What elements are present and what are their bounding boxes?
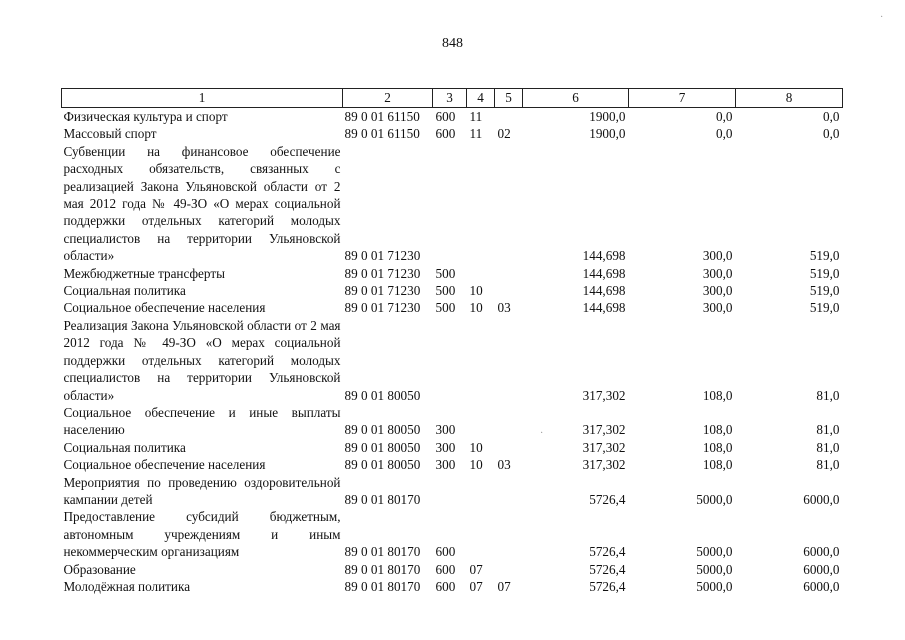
subsection-code: 03: [497, 300, 511, 316]
subsection-code: 03: [497, 457, 511, 473]
amount-col6: 144,698: [582, 265, 626, 281]
subsection-code: 02: [497, 126, 511, 142]
table-row: [62, 508, 843, 560]
expense-type: [433, 474, 467, 509]
amount-col7: 5000,0: [696, 561, 733, 577]
table-row: [62, 404, 843, 439]
amount-col8: 0,0: [823, 109, 840, 124]
amount-col7: 108,0: [702, 457, 733, 473]
target-code: 89 0 01 71230: [344, 300, 421, 316]
subsection-code: [495, 108, 523, 126]
table-row: [62, 578, 843, 595]
header-cell: 3: [433, 89, 467, 108]
subsection-code: 07: [497, 578, 511, 594]
table-row: [62, 282, 843, 299]
expense-type: 300: [435, 422, 456, 438]
amount-col6: 5726,4: [589, 561, 626, 577]
section-code: 11: [469, 109, 483, 124]
section-code: [467, 317, 495, 404]
scan-speck: ·: [880, 12, 884, 23]
target-code: 89 0 01 71230: [344, 265, 421, 281]
table-row: [62, 265, 843, 282]
amount-col8: 81,0: [816, 387, 840, 403]
amount-col6: 1900,0: [589, 109, 626, 124]
row-name: Массовый спорт: [63, 126, 157, 142]
target-code: 89 0 01 80170: [344, 578, 421, 594]
amount-col6: 317,302: [582, 387, 626, 403]
amount-col8: 6000,0: [803, 578, 840, 594]
header-cell: 2: [343, 89, 433, 108]
target-code: 89 0 01 71230: [344, 248, 421, 264]
amount-col8: 81,0: [816, 439, 840, 455]
amount-col6: 317,302: [582, 439, 626, 455]
amount-col6: 1900,0: [589, 126, 626, 142]
amount-col7: 5000,0: [696, 578, 733, 594]
header-cell: 8: [736, 89, 843, 108]
row-name: Образование: [63, 561, 136, 577]
row-name: Социальное обеспечение населения: [63, 300, 266, 316]
amount-col7: 300,0: [702, 265, 733, 281]
subsection-code: [495, 508, 523, 560]
target-code: 89 0 01 80050: [344, 422, 421, 438]
header-row: [62, 89, 843, 108]
row-name: Предоставление субсидий бюджетным, автономным учреждениям и иным некоммерческим организациям: [63, 509, 341, 560]
target-code: 89 0 01 80050: [344, 439, 421, 455]
page-number: 848: [442, 36, 463, 51]
table-row: [62, 561, 843, 578]
amount-col6: 317,302: [582, 422, 626, 438]
row-name: Реализация Закона Ульяновской области от 2 мая 2012 года № 49-ЗО «О мерах социальной поддержки отдельных категорий молодых специалистов на территории Ульяновской области»: [63, 317, 341, 403]
table-row: [62, 143, 843, 265]
table-body: [62, 108, 843, 596]
section-code: 07: [469, 578, 483, 594]
section-code: [467, 143, 495, 265]
header-cell: 7: [629, 89, 736, 108]
amount-col7: 300,0: [702, 300, 733, 316]
row-name: Мероприятия по проведению оздоровительной кампании детей: [63, 474, 341, 507]
section-code: [467, 508, 495, 560]
amount-col8: 519,0: [809, 300, 840, 316]
section-code: 10: [469, 283, 483, 299]
subsection-code: [495, 282, 523, 299]
expense-type: 600: [435, 544, 456, 560]
expense-type: 500: [435, 265, 456, 281]
amount-col8: 6000,0: [803, 491, 840, 507]
row-name: Социальная политика: [63, 439, 186, 455]
table-row: [62, 299, 843, 316]
amount-col7: 300,0: [702, 283, 733, 299]
amount-col7: 5000,0: [696, 491, 733, 507]
amount-col6: 144,698: [582, 248, 626, 264]
target-code: 89 0 01 71230: [344, 283, 421, 299]
section-code: [467, 265, 495, 282]
expense-type: 600: [435, 561, 456, 577]
section-code: [467, 404, 495, 439]
expense-type: 600: [435, 578, 456, 594]
amount-col8: 81,0: [816, 457, 840, 473]
expense-type: 500: [435, 300, 456, 316]
amount-col6: 144,698: [582, 283, 626, 299]
section-code: 11: [469, 126, 483, 142]
row-name: Межбюджетные трансферты: [63, 265, 225, 281]
target-code: 89 0 01 80050: [344, 387, 421, 403]
table-row: [62, 474, 843, 509]
amount-col8: 519,0: [809, 283, 840, 299]
expense-type: [433, 317, 467, 404]
header-cell: 5: [495, 89, 523, 108]
amount-col8: 0,0: [823, 126, 840, 142]
header-cell: 6: [523, 89, 629, 108]
amount-col6: 5726,4: [589, 491, 626, 507]
table-row: [62, 456, 843, 473]
amount-col8: 519,0: [809, 248, 840, 264]
amount-col8: 6000,0: [803, 561, 840, 577]
target-code: 89 0 01 80170: [344, 561, 421, 577]
expense-type: 600: [435, 126, 456, 142]
subsection-code: [495, 474, 523, 509]
amount-col6: 5726,4: [589, 544, 626, 560]
header-cell: 4: [467, 89, 495, 108]
amount-col8: 81,0: [816, 422, 840, 438]
subsection-code: [495, 561, 523, 578]
expense-type: [433, 143, 467, 265]
expense-type: 300: [435, 439, 456, 455]
amount-col6: 144,698: [582, 300, 626, 316]
subsection-code: [495, 404, 523, 439]
amount-col7: 5000,0: [696, 544, 733, 560]
subsection-code: [495, 143, 523, 265]
table-header: [62, 89, 843, 108]
table-row: [62, 317, 843, 404]
section-code: 10: [469, 300, 483, 316]
table-row: [62, 108, 843, 126]
table-row: [62, 439, 843, 456]
section-code: 10: [469, 457, 483, 473]
row-name: Физическая культура и спорт: [63, 109, 228, 124]
row-name: Социальная политика: [63, 283, 186, 299]
expense-type: 600: [435, 109, 456, 124]
target-code: 89 0 01 80170: [344, 491, 421, 507]
section-code: 10: [469, 439, 483, 455]
amount-col6: 317,302: [582, 457, 626, 473]
section-code: [467, 474, 495, 509]
target-code: 89 0 01 61150: [344, 109, 420, 124]
subsection-code: [495, 265, 523, 282]
subsection-code: [495, 317, 523, 404]
header-cell: 1: [62, 89, 343, 108]
target-code: 89 0 01 61150: [344, 126, 420, 142]
row-name: Социальное обеспечение и иные выплаты населению: [63, 404, 341, 438]
amount-col6: 5726,4: [589, 578, 626, 594]
amount-col8: 519,0: [809, 265, 840, 281]
amount-col7: 108,0: [702, 422, 733, 438]
amount-col7: 0,0: [716, 126, 733, 142]
amount-col7: 108,0: [702, 387, 733, 403]
section-code: 07: [469, 561, 483, 577]
target-code: 89 0 01 80050: [344, 457, 421, 473]
expense-type: 300: [435, 457, 456, 473]
row-name: Социальное обеспечение населения: [63, 457, 266, 473]
target-code: 89 0 01 80170: [344, 544, 421, 560]
expense-type: 500: [435, 283, 456, 299]
row-name: Молодёжная политика: [63, 578, 191, 594]
budget-table: [61, 88, 843, 595]
amount-col7: 300,0: [702, 248, 733, 264]
row-name: Субвенции на финансовое обеспечение расходных обязательств, связанных с реализацией Закона Ульяновской области от 2 мая 2012 года № 49-ЗО «О мерах социальной поддержки отдельных категорий молодых специалистов на территории Ульяновской области»: [63, 143, 341, 264]
scan-speck: ·: [540, 428, 544, 439]
table-row: [62, 125, 843, 142]
subsection-code: [495, 439, 523, 456]
amount-col7: 108,0: [702, 439, 733, 455]
amount-col8: 6000,0: [803, 544, 840, 560]
amount-col7: 0,0: [716, 109, 733, 124]
